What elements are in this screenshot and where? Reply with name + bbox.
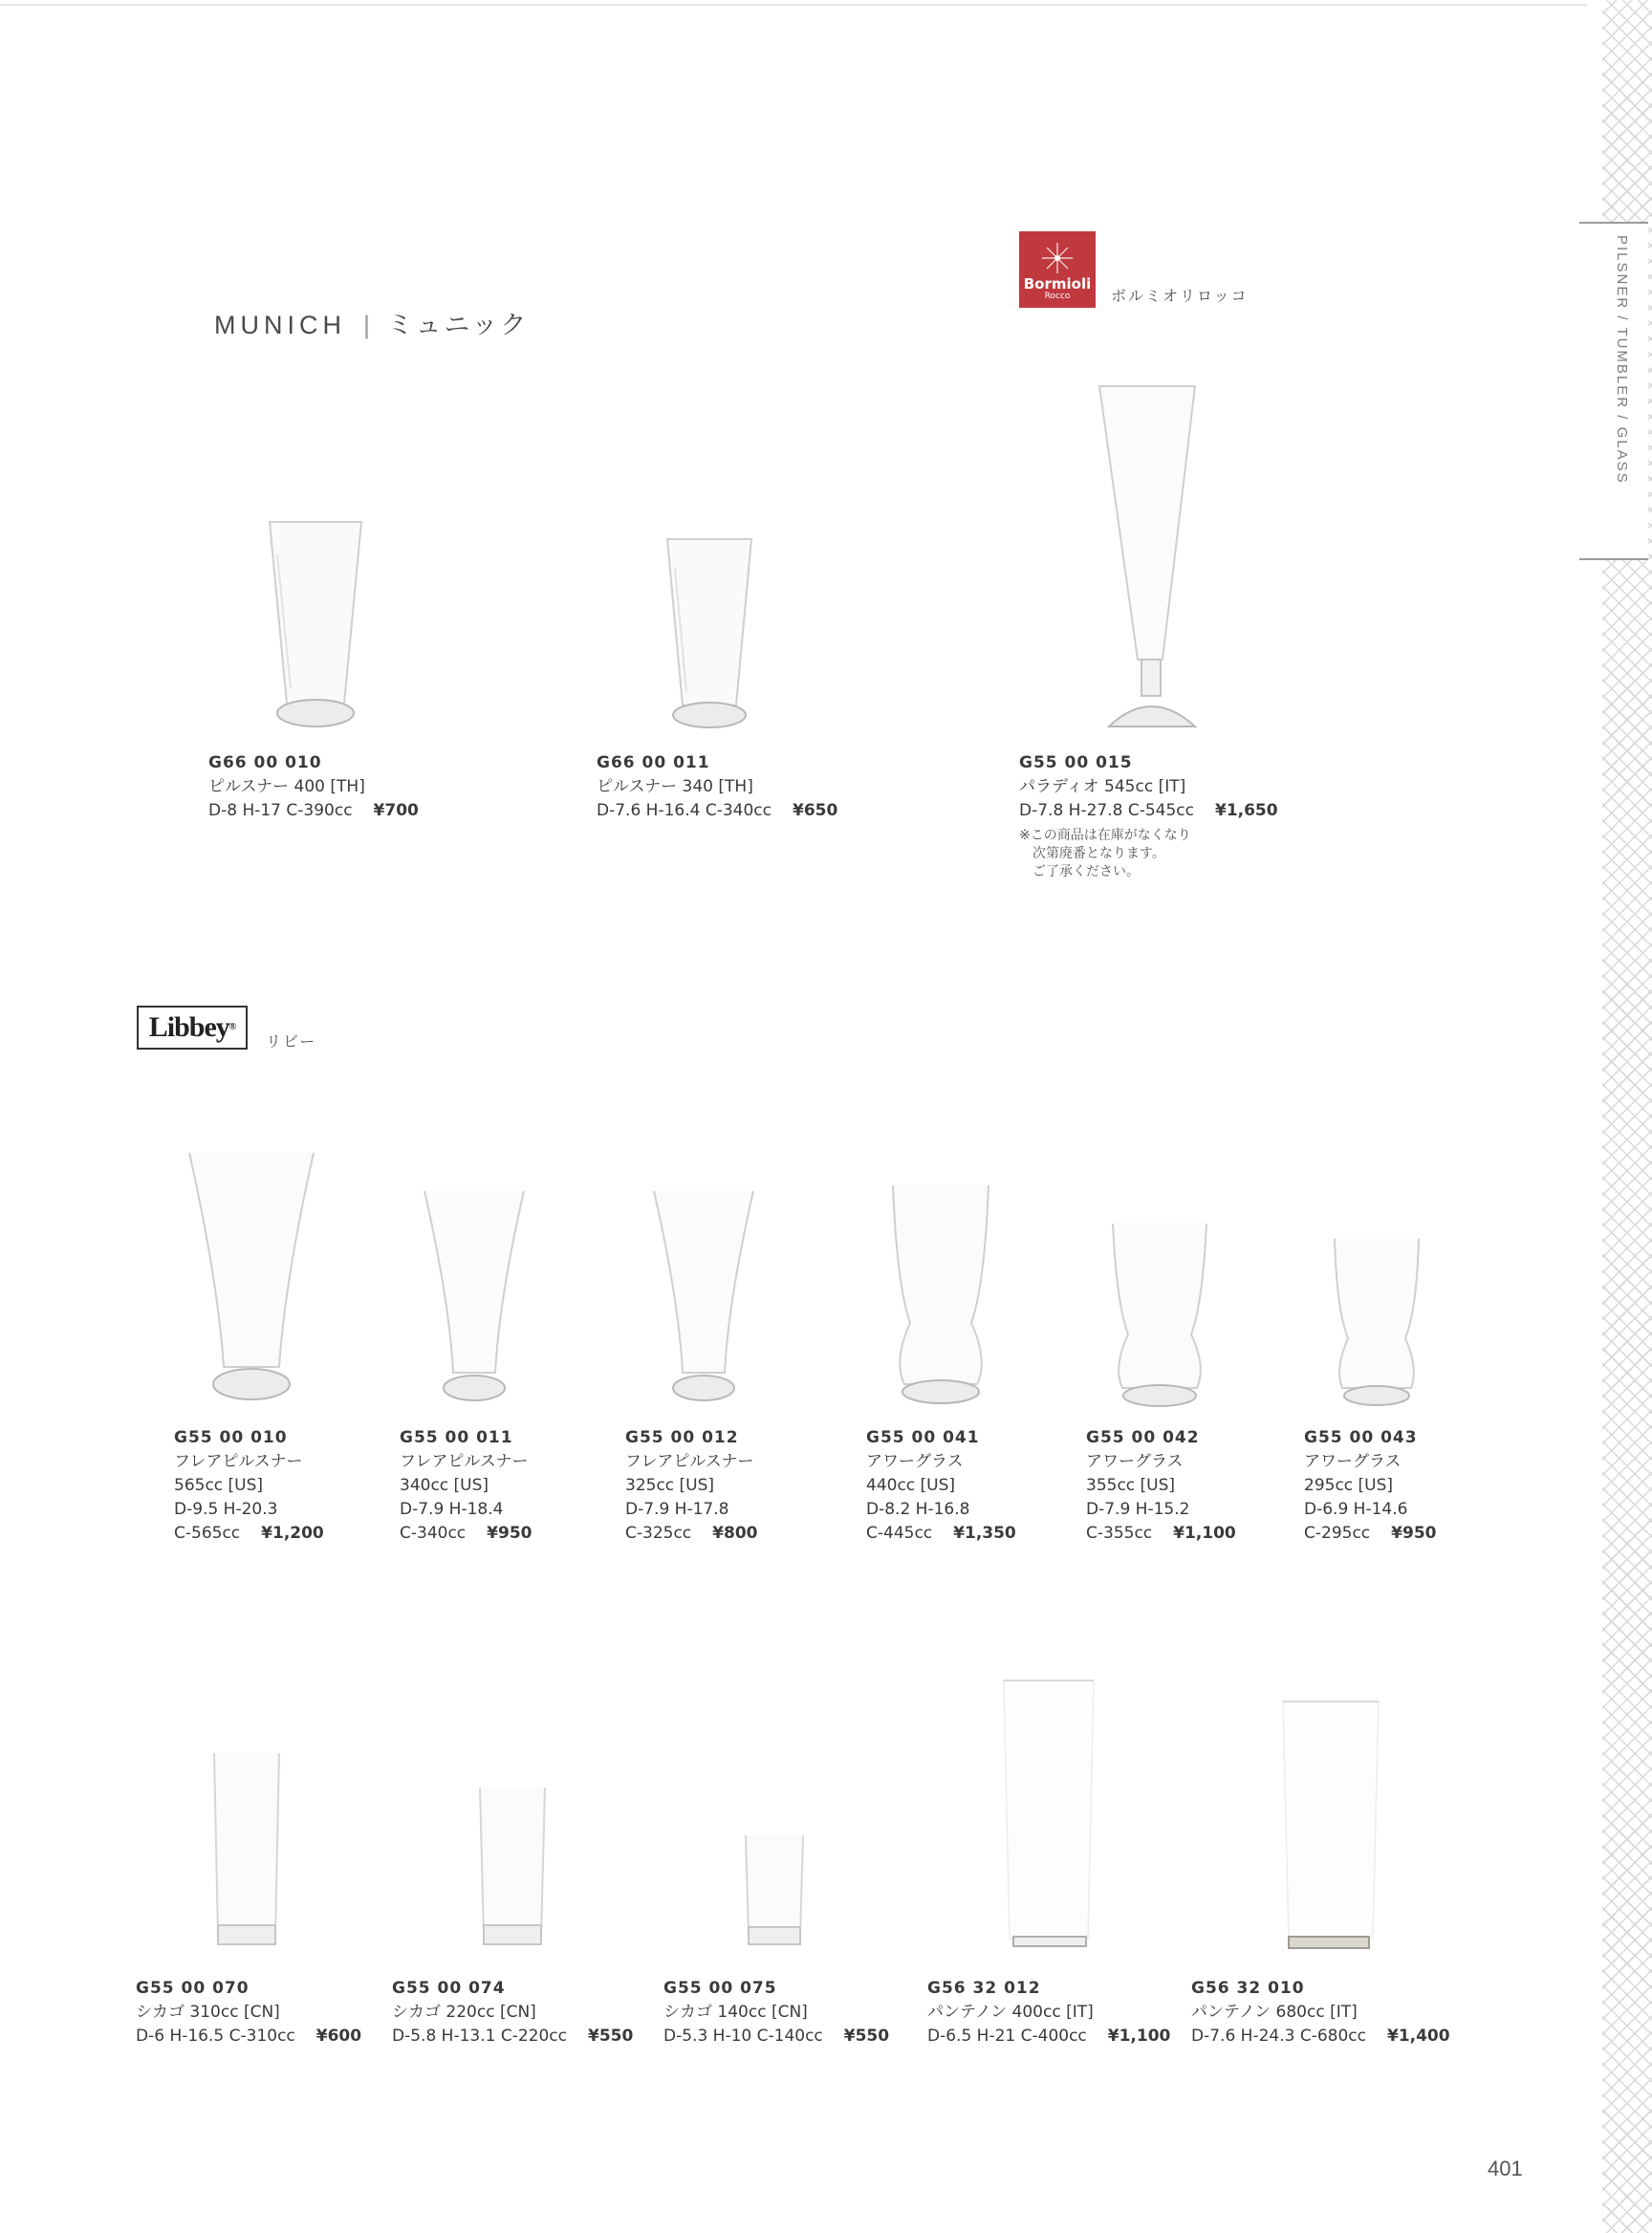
- product-spec: D-7.6 H-16.4 C-340cc: [597, 801, 772, 820]
- product-spec: D-6 H-16.5 C-310cc: [136, 2027, 295, 2046]
- product-code: G55 00 041: [866, 1428, 980, 1447]
- product-price: ¥600: [315, 2027, 362, 2046]
- product-capacity: C-565cc: [174, 1524, 241, 1543]
- pilsner-340-glass-image: [656, 533, 763, 732]
- product-price: ¥1,350: [953, 1524, 1016, 1543]
- product-name: パラディオ 545cc [IT]: [1019, 777, 1186, 796]
- product-name: アワーグラス: [866, 1452, 964, 1471]
- product-name: パンテノン 400cc [IT]: [927, 2003, 1094, 2022]
- product-price: ¥550: [587, 2027, 634, 2046]
- product-spec: D-5.3 H-10 C-140cc: [663, 2027, 823, 2046]
- libbey-logo-text: Libbey: [148, 1011, 229, 1043]
- product-code: G66 00 010: [208, 753, 322, 772]
- series-title: [214, 304, 529, 341]
- product-name: アワーグラス: [1086, 1452, 1184, 1471]
- flare-pilsner-325-glass-image: [646, 1185, 761, 1407]
- product-dimensions: D-8.2 H-16.8: [866, 1500, 970, 1519]
- product-g55-00-010: [174, 1426, 324, 1546]
- note-line: 次第廃番となります。: [1032, 846, 1165, 861]
- chicago-220-glass-image: [474, 1784, 551, 1956]
- product-g66-00-010: [208, 751, 419, 823]
- product-code: G55 00 074: [392, 1979, 506, 1998]
- product-g55-00-070: [136, 1977, 361, 2049]
- product-code: G66 00 011: [597, 753, 710, 772]
- product-capacity-origin: 325cc [US]: [625, 1476, 715, 1495]
- product-g55-00-015: [1019, 751, 1278, 881]
- product-capacity: C-295cc: [1304, 1524, 1371, 1543]
- product-spec: D-7.8 H-27.8 C-545cc: [1019, 801, 1194, 820]
- bormioli-kana: ボルミオリロッコ: [1111, 287, 1249, 305]
- product-capacity: C-355cc: [1086, 1524, 1153, 1543]
- product-dimensions: D-7.9 H-15.2: [1086, 1500, 1190, 1519]
- product-code: G55 00 012: [625, 1428, 739, 1447]
- hourglass-355-glass-image: [1105, 1218, 1214, 1409]
- product-price: ¥1,100: [1173, 1524, 1236, 1543]
- product-capacity-origin: 565cc [US]: [174, 1476, 264, 1495]
- product-code: G56 32 010: [1191, 1979, 1305, 1998]
- product-code: G55 00 042: [1086, 1428, 1200, 1447]
- note-line: ※この商品は在庫がなくなり: [1019, 828, 1191, 843]
- product-name: フレアピルスナー: [174, 1452, 303, 1471]
- product-code: G55 00 070: [136, 1979, 250, 1998]
- product-name: ピルスナー 400 [TH]: [208, 777, 365, 796]
- note-line: ご了承ください。: [1032, 864, 1140, 879]
- hourglass-440-glass-image: [883, 1180, 998, 1409]
- palladio-545-glass-image: [1088, 380, 1222, 738]
- product-name: シカゴ 310cc [CN]: [136, 2003, 280, 2022]
- product-name: ピルスナー 340 [TH]: [597, 777, 753, 796]
- page-number: 401: [1488, 2157, 1523, 2180]
- product-dimensions: D-6.9 H-14.6: [1304, 1500, 1408, 1519]
- product-dimensions: D-7.9 H-18.4: [400, 1500, 504, 1519]
- libbey-logo: [137, 1006, 248, 1050]
- bormioli-logo-subtext: Rocco: [1044, 292, 1071, 301]
- product-capacity: C-340cc: [400, 1524, 467, 1543]
- side-tab-label: PILSNER / TUMBLER / GLASS: [1614, 235, 1630, 485]
- product-capacity: C-325cc: [625, 1524, 692, 1543]
- product-price: ¥1,100: [1107, 2027, 1171, 2046]
- flare-pilsner-565-glass-image: [180, 1147, 323, 1405]
- product-capacity-origin: 295cc [US]: [1304, 1476, 1394, 1495]
- top-rule: [0, 4, 1587, 6]
- product-g56-32-012: [927, 1977, 1170, 2049]
- product-price: ¥1,200: [261, 1524, 324, 1543]
- product-dimensions: D-7.9 H-17.8: [625, 1500, 729, 1519]
- product-code: G56 32 012: [927, 1979, 1041, 1998]
- series-title-separator: |: [363, 311, 371, 339]
- product-price: ¥700: [373, 801, 419, 820]
- pantheon-680-glass-image: [1277, 1696, 1384, 1958]
- product-dimensions: D-9.5 H-20.3: [174, 1500, 278, 1519]
- product-name: シカゴ 220cc [CN]: [392, 2003, 536, 2022]
- flare-pilsner-340-glass-image: [417, 1185, 532, 1407]
- product-capacity-origin: 440cc [US]: [866, 1476, 956, 1495]
- product-g55-00-074: [392, 1977, 633, 2049]
- product-code: G55 00 075: [663, 1979, 777, 1998]
- product-price: ¥650: [792, 801, 838, 820]
- product-name: パンテノン 680cc [IT]: [1191, 2003, 1358, 2022]
- product-capacity-origin: 355cc [US]: [1086, 1476, 1176, 1495]
- product-code: G55 00 010: [174, 1428, 288, 1447]
- product-spec: D-5.8 H-13.1 C-220cc: [392, 2027, 567, 2046]
- product-code: G55 00 011: [400, 1428, 513, 1447]
- pantheon-400-glass-image: [998, 1675, 1099, 1958]
- product-g66-00-011: [597, 751, 837, 823]
- product-g55-00-075: [663, 1977, 889, 2049]
- product-name: シカゴ 140cc [CN]: [663, 2003, 808, 2022]
- product-g56-32-010: [1191, 1977, 1450, 2049]
- series-title-en: MUNICH: [214, 311, 346, 339]
- product-code: G55 00 043: [1304, 1428, 1418, 1447]
- pilsner-400-glass-image: [258, 516, 373, 732]
- product-price: ¥800: [712, 1524, 758, 1543]
- product-g55-00-043: [1304, 1426, 1436, 1546]
- product-price: ¥1,400: [1386, 2027, 1450, 2046]
- product-g55-00-011: [400, 1426, 532, 1546]
- chicago-140-glass-image: [740, 1832, 809, 1956]
- discontinued-note: [1019, 827, 1278, 881]
- product-g55-00-042: [1086, 1426, 1236, 1546]
- product-g55-00-012: [625, 1426, 757, 1546]
- product-spec: D-6.5 H-21 C-400cc: [927, 2027, 1087, 2046]
- product-capacity: C-445cc: [866, 1524, 933, 1543]
- series-title-jp: ミュニック: [387, 311, 530, 339]
- bormioli-logo: [1019, 231, 1096, 308]
- product-g55-00-041: [866, 1426, 1016, 1546]
- product-name: アワーグラス: [1304, 1452, 1402, 1471]
- hourglass-295-glass-image: [1327, 1233, 1426, 1409]
- product-spec: D-7.6 H-24.3 C-680cc: [1191, 2027, 1366, 2046]
- product-code: G55 00 015: [1019, 753, 1133, 772]
- product-price: ¥950: [1391, 1524, 1437, 1543]
- product-price: ¥950: [487, 1524, 533, 1543]
- product-price: ¥550: [843, 2027, 890, 2046]
- chicago-310-glass-image: [206, 1749, 287, 1956]
- libbey-kana: リビー: [266, 1032, 317, 1051]
- product-price: ¥1,650: [1214, 801, 1278, 820]
- product-capacity-origin: 340cc [US]: [400, 1476, 489, 1495]
- bormioli-logo-text: Bormioli: [1023, 275, 1092, 293]
- product-name: フレアピルスナー: [625, 1452, 754, 1471]
- product-name: フレアピルスナー: [400, 1452, 529, 1471]
- product-spec: D-8 H-17 C-390cc: [208, 801, 353, 820]
- registered-mark: ®: [228, 1022, 236, 1032]
